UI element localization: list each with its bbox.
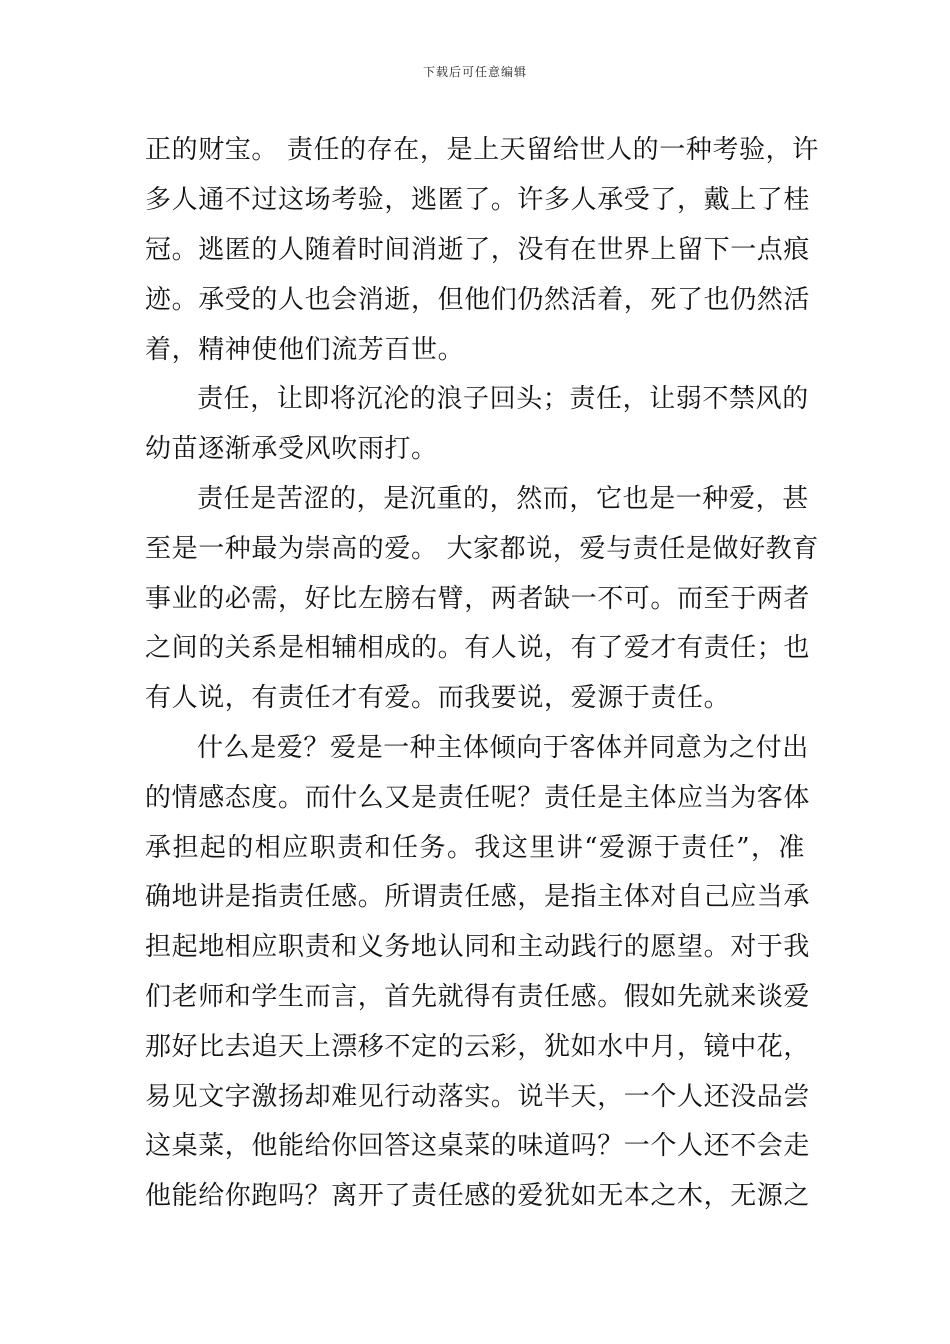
text-line: 担起地相应职责和义务地认同和主动践行的愿望。对于我 — [145, 932, 811, 962]
paragraph-first-line: 什么是爱？爱是一种主体倾向于客体并同意为之付出 — [197, 733, 809, 763]
text-line: 们老师和学生而言，首先就得有责任感。假如先就来谈爱 — [145, 982, 811, 1012]
text-line: 那好比去追天上漂移不定的云彩，犹如水中月，镜中花， — [145, 1032, 811, 1062]
text-line: 至是一种最为崇高的爱。 大家都说，爱与责任是做好教育 — [145, 534, 819, 564]
paragraph-first-line: 责任是苦涩的，是沉重的，然而，它也是一种爱，甚 — [197, 484, 809, 514]
text-line: 着，精神使他们流芳百世。 — [145, 335, 465, 365]
paragraph-first-line: 责任，让即将沉沦的浪子回头；责任，让弱不禁风的 — [197, 384, 809, 414]
text-line: 有人说，有责任才有爱。而我要说，爱源于责任。 — [145, 683, 731, 713]
text-line: 冠。逃匿的人随着时间消逝了，没有在世界上留下一点痕 — [145, 235, 811, 265]
text-line: 他能给你跑吗？离开了责任感的爱犹如无本之木，无源之 — [145, 1181, 811, 1211]
page-header: 下载后可任意编辑 — [422, 65, 527, 79]
text-line: 确地讲是指责任感。所谓责任感，是指主体对自己应当承 — [145, 882, 811, 912]
text-line: 事业的必需，好比左膀右臂，两者缺一不可。而至于两者 — [145, 584, 811, 614]
text-line: 多人通不过这场考验，逃匿了。许多人承受了，戴上了桂 — [145, 185, 811, 215]
text-line: 易见文字激扬却难见行动落实。说半天，一个人还没品尝 — [145, 1082, 811, 1112]
text-line: 正的财宝。 责任的存在，是上天留给世人的一种考验，许 — [145, 135, 819, 165]
text-line: 的情感态度。而什么又是责任呢？责任是主体应当为客体 — [145, 783, 811, 813]
text-line: 幼苗逐渐承受风吹雨打。 — [145, 434, 438, 464]
text-line: 之间的关系是相辅相成的。有人说，有了爱才有责任；也 — [145, 633, 811, 663]
text-line: 迹。承受的人也会消逝，但他们仍然活着，死了也仍然活 — [145, 285, 811, 315]
text-line: 承担起的相应职责和任务。我这里讲“爱源于责任”，准 — [145, 833, 805, 863]
text-line: 这桌菜，他能给你回答这桌菜的味道吗？一个人还不会走 — [145, 1131, 811, 1161]
